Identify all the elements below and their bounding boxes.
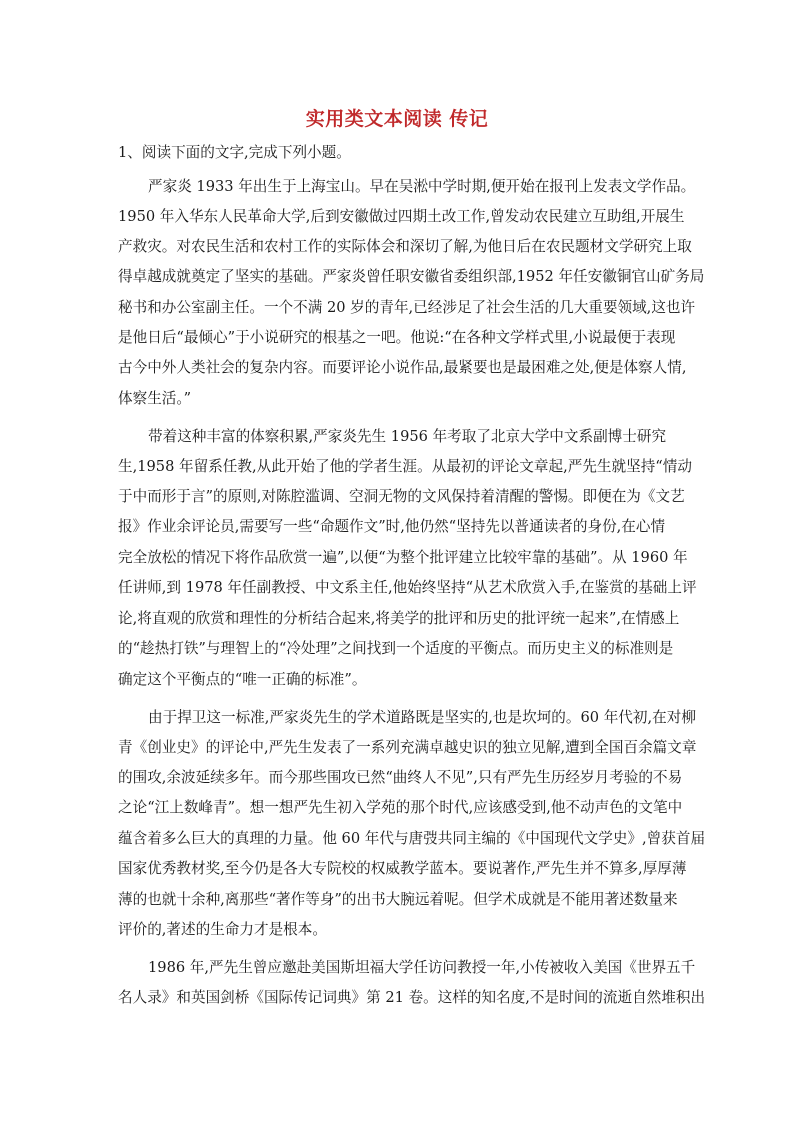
text-line: 报》作业余评论员,需要写一些“命题作文”时,他仍然“坚持先以普通读者的身份,在心情 — [118, 518, 666, 535]
text-line: 的围攻,余波延续多年。而今那些围攻已然“曲终人不见”,只有严先生历经岁月考验的不易 — [118, 769, 683, 786]
text-line: 任讲师,到 1978 年任副教授、中文系主任,他始终坚持“从艺术欣赏入手,在鉴赏的基础上评 — [118, 579, 697, 596]
text-line: 确定这个平衡点的“唯一正确的标准”。 — [118, 671, 367, 688]
text-line: 评价的,著述的生命力才是根本。 — [118, 921, 327, 938]
text-line: 是他日后“最倾心”于小说研究的根基之一吧。他说:“在各种文学样式里,小说最便于表现 — [118, 329, 676, 346]
document-title: 实用类文本阅读 传记 — [305, 108, 489, 130]
text-line: 于中而形于言”的原则,对陈腔滥调、空洞无物的文风保持着清醒的警惕。即便在为《文艺 — [118, 488, 685, 505]
text-line: 得卓越成就奠定了坚实的基础。严家炎曾任职安徽省委组织部,1952 年任安徽铜官山矿务局 — [118, 268, 705, 285]
text-line: 秘书和办公室副主任。一个不满 20 岁的青年,已经涉足了社会生活的几大重要领域,这也许 — [118, 299, 696, 316]
text-line: 带着这种丰富的体察积累,严家炎先生 1956 年考取了北京大学中文系副博士研究 — [148, 428, 667, 445]
text-line: 完全放松的情况下将作品欣赏一遍”,以便“为整个批评建立比较牢靠的基础”。从 1960 年 — [118, 549, 688, 566]
text-line: 体察生活。” — [118, 390, 192, 407]
text-line: 论,将直观的欣赏和理性的分析结合起来,将美学的批评和历史的批评统一起来”,在情感上 — [118, 610, 680, 627]
text-line: 薄的也就十余种,离那些“著作等身”的出书大腕远着呢。但学术成就是不能用著述数量来 — [118, 891, 678, 908]
text-line: 1986 年,严先生曾应邀赴美国斯坦福大学任访问教授一年,小传被收入美国《世界五千 — [148, 959, 696, 976]
text-line: 之论“江上数峰青”。想一想严先生初入学苑的那个时代,应该感受到,他不动声色的文笔中 — [118, 799, 683, 816]
text-line: 名人录》和英国剑桥《国际传记词典》第 21 卷。这样的知名度,不是时间的流逝自然堆积出 — [118, 989, 706, 1006]
text-line: 青《创业史》的评论中,严先生发表了一系列充满卓越史识的独立见解,遭到全国百余篇文章 — [118, 739, 697, 756]
text-line: 产救灾。对农民生活和农村工作的实际体会和深切了解,为他日后在农民题材文学研究上取 — [118, 238, 692, 255]
text-line: 国家优秀教材奖,至今仍是各大专院校的权威教学蓝本。要说著作,严先生并不算多,厚厚薄 — [118, 860, 687, 877]
text-line: 古今中外人类社会的复杂内容。而要评论小说作品,最紧要也是最困难之处,便是体察人情, — [118, 359, 687, 376]
text-line: 由于捍卫这一标准,严家炎先生的学术道路既是坚实的,也是坎坷的。60 年代初,在对柳 — [148, 709, 696, 726]
text-line: 1950 年入华东人民革命大学,后到安徽做过四期土改工作,曾发动农民建立互助组,开展生 — [118, 208, 685, 225]
text-line: 的“趁热打铁”与理智上的“冷处理”之间找到一个适度的平衡点。而历史主义的标准则是 — [118, 640, 674, 657]
text-line: 生,1958 年留系任教,从此开始了他的学者生涯。从最初的评论文章起,严先生就坚持“情动 — [118, 458, 692, 475]
text-line: 严家炎 1933 年出生于上海宝山。早在吴淞中学时期,便开始在报刊上发表文学作品。 — [148, 178, 696, 195]
question-prompt: 1、阅读下面的文字,完成下列小题。 — [118, 144, 351, 161]
text-line: 蕴含着多么巨大的真理的力量。他 60 年代与唐弢共同主编的《中国现代文学史》,曾获首届 — [118, 830, 706, 847]
